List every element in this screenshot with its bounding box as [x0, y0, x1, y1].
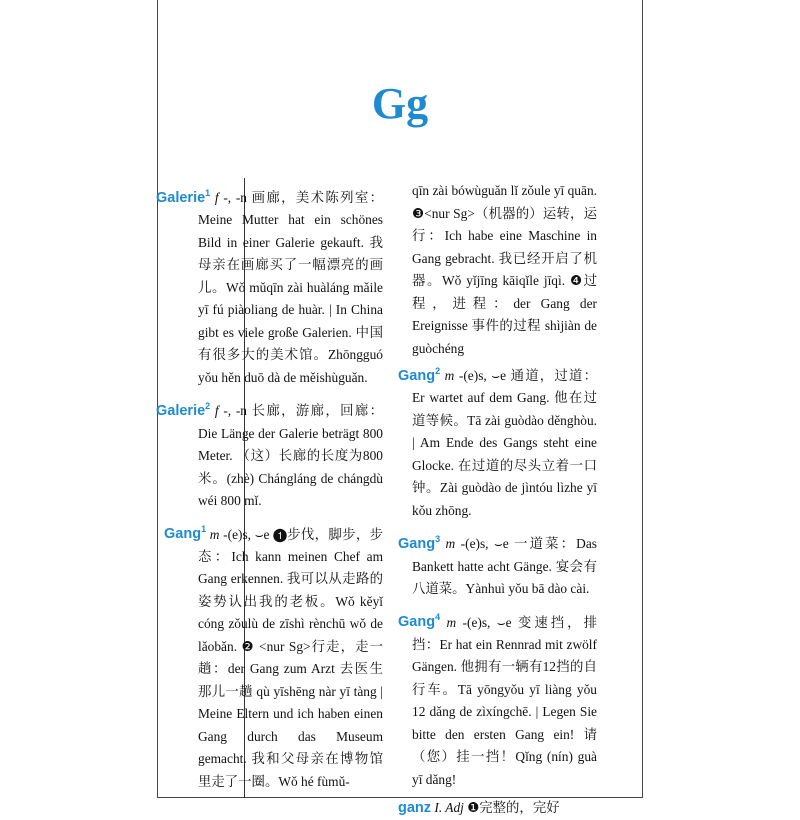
grammar-marker: m [444, 367, 455, 383]
entry-body: I. Adj ❶完整的，完好 [434, 800, 560, 816]
grammar-marker: m [446, 614, 457, 630]
dictionary-entry [398, 797, 597, 820]
dictionary-entry-continued [412, 180, 597, 360]
grammar-marker: I. Adj [434, 800, 464, 816]
headword: Gang$^4$ [398, 612, 441, 631]
dictionary-entry [398, 360, 597, 522]
entry-body: m -(e)s, ⌣e 通道，过道：Er wartet auf dem Gang. 他在过道等候。Tā zài guòdào děnghòu. | Am Ende des Gangs steht eine Glocke. 在过道的尽头立着一口钟。Zài guòdào de jìntóu lìzhe yī kǒu zhōng. [412, 367, 597, 518]
right-column [398, 180, 597, 820]
entry-body: m -(e)s, ⌣e 变速挡，排挡：Er hat ein Rennrad mit zwölf Gängen. 他拥有一辆有12挡的自行车。Tā yōngyǒu yī liàng yǒu 12 dǎng de zìxíngchē. | Legen Sie bitte den ersten Gang ein! 请（您）挂一挡！Qǐng (nín) guà yī dǎng! [412, 614, 597, 787]
grammar-marker: f [214, 403, 219, 419]
dictionary-entry [164, 519, 383, 794]
left-column [156, 182, 383, 793]
dictionary-entry [398, 528, 597, 600]
dictionary-entry [156, 182, 383, 389]
grammar-marker: f [214, 189, 219, 205]
headword: Gang$^3$ [398, 534, 441, 553]
headword: ganz [398, 800, 432, 817]
grammar-marker: m [445, 536, 456, 552]
entry-body: f -, -n 长廊，游廊，回廊：Die Länge der Galerie beträgt 800 Meter. （这）长廊的长度为800米。(zhè) Chángláng de chángdù wéi 800 mǐ. [198, 403, 383, 509]
entry-body: qīn zài bówùguǎn lǐ zǒule yī quān. ❸<nur Sg>（机器的）运转，运行：Ich habe eine Maschine in Gang gebracht. 我已经开启了机器。Wǒ yǐjīng kāiqǐle jīqì. ❹过程，进程：der Gang der Ereignisse 事件的过程 shìjiàn de guòchéng [412, 183, 597, 356]
entry-body: m -(e)s, ⌣e ❶步伐，脚步，步态：Ich kann meinen Chef am Gang erkennen. 我可以从走路的姿势认出我的老板。Wǒ kěyǐ cóng zǒulù de zīshì rènchū wǒ de lǎobǎn. ❷ <nur Sg>行走，走一趟：der Gang zum Arzt 去医生那儿一趟 qù yīshēng nàr yī tàng | Meine Eltern und ich haben einen Gang durch das Museum gemacht. 我和父母亲在博物馆里走了一圈。Wǒ hé fùmǔ- [198, 526, 383, 789]
headword: Galerie$^2$ [156, 401, 211, 420]
headword: Galerie$^1$ [156, 188, 211, 206]
dictionary-entry [156, 395, 383, 512]
grammar-marker: m [209, 526, 220, 542]
dictionary-entry [398, 607, 597, 792]
headword: Gang$^2$ [398, 366, 441, 384]
section-heading: Gg [371, 79, 429, 128]
entry-body: m -(e)s, ⌣e 一道菜：Das Bankett hatte acht Gänge. 宴会有八道菜。Yànhuì yǒu bā dào cài. [412, 536, 597, 597]
entry-body: f -, -n 画廊，美术陈列室：Meine Mutter hat ein schönes Bild in einer Galerie gekauft. 我母亲在画廊买了一幅漂亮的画儿。Wǒ mǔqīn zài huàláng mǎile yī fú piàoliang de huàr. | In China gibt es viele große Galerien. 中国有很多大的美术馆。Zhōngguó yǒu hěn duō dà de měishùguǎn. [198, 189, 383, 385]
headword: Gang$^1$ [164, 524, 207, 543]
